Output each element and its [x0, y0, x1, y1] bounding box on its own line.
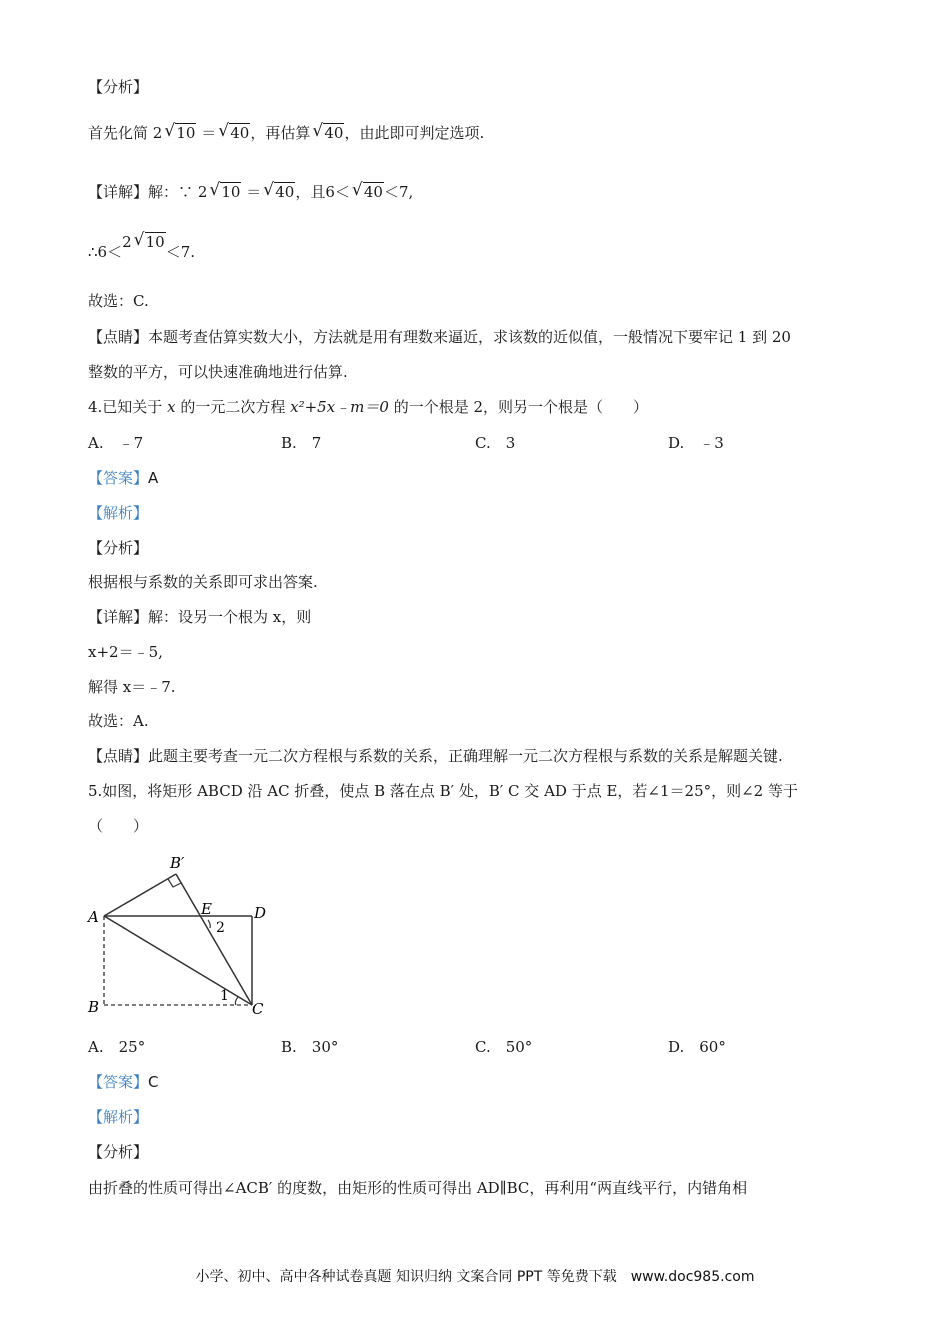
option-b-q5[interactable]: B. 30°	[281, 1038, 339, 1056]
segment-ac	[104, 916, 252, 1005]
question-5-options	[88, 1036, 888, 1058]
sqrt-40-c: √ 40	[263, 180, 295, 201]
question-5-stem: 5.如图，将矩形 ABCD 沿 AC 折叠，使点 B 落在点 B′ 处，B′ C 交 AD 于点 E，若∠1＝25°，则∠2 等于	[88, 782, 798, 800]
sqrt-40: √ 40	[218, 121, 250, 142]
analysis-heading-q4: 【分析】	[88, 539, 149, 557]
label-b-prime: B′	[170, 854, 185, 872]
comment-line: 【点睛】本题考查估算实数大小，方法就是用有理数来逼近，求该数的近似值，一般情况下要牢记 1 到 20	[88, 328, 791, 346]
label-b: B	[88, 998, 100, 1016]
question-5-paren: （ ）	[88, 817, 149, 835]
angle-1-arc	[235, 997, 238, 1005]
sqrt-10-c: √ 10	[133, 230, 165, 251]
option-d[interactable]: D. ﹣3	[668, 434, 724, 452]
step-2: 解得 x＝﹣7.	[88, 678, 176, 696]
option-c-q5[interactable]: C. 50°	[475, 1038, 533, 1056]
option-a[interactable]: A. ﹣7	[88, 434, 144, 452]
option-c[interactable]: C. 3	[475, 434, 516, 452]
segment-ab-prime	[104, 874, 176, 916]
sqrt-40-d: √ 40	[351, 180, 383, 201]
analysis-text-q5: 由折叠的性质可得出∠ACB′ 的度数，由矩形的性质可得出 AD∥BC，再利用“两直线平行，内错角相	[88, 1179, 748, 1197]
option-b[interactable]: B. 7	[281, 434, 322, 452]
answer-line-q5: 【答案】C	[88, 1073, 159, 1091]
label-angle-1: 1	[220, 988, 229, 1004]
angle-2-arc	[208, 920, 210, 928]
sqrt-10-b: √ 10	[209, 180, 241, 201]
step-1: x+2＝﹣5,	[88, 643, 163, 661]
label-e: E	[201, 900, 212, 918]
comment-line-q4: 【点睛】此题主要考查一元二次方程根与系数的关系，正确理解一元二次方程根与系数的关系是解题关键.	[88, 747, 783, 765]
segment-b-prime-c	[176, 874, 252, 1005]
analysis-heading-q5: 【分析】	[88, 1143, 149, 1161]
geometry-figure	[84, 850, 284, 1020]
choose-line: 故选：C.	[88, 292, 149, 310]
page-footer[interactable]: 小学、初中、高中各种试卷真题 知识归纳 文案合同 PPT 等免费下载 www.doc985.com	[195, 1269, 755, 1285]
question-4-options	[88, 432, 888, 454]
jiexi-label-q5: 【解析】	[88, 1108, 149, 1126]
answer-line: 【答案】A	[88, 469, 159, 487]
label-angle-2: 2	[216, 920, 225, 936]
analysis-text: 首先化简 2 √ 10 ＝ √ 40，再估算 √ 40，由此即可判定选项.	[88, 121, 485, 142]
sqrt-10: √ 10	[164, 121, 196, 142]
therefore-line: ∴6＜2 √ 10＜7.	[88, 230, 196, 261]
question-4-stem: 4.已知关于 x 的一元二次方程 x²+5x﹣m＝0 的一个根是 2，则另一个根是（ ）	[88, 398, 649, 416]
jiexi-label: 【解析】	[88, 504, 149, 522]
option-d-q5[interactable]: D. 60°	[668, 1038, 726, 1056]
analysis-text-q4: 根据根与系数的关系即可求出答案.	[88, 573, 318, 591]
sqrt-40-b: √ 40	[312, 121, 344, 142]
option-a-q5[interactable]: A. 25°	[88, 1038, 146, 1056]
analysis-heading: 【分析】	[88, 78, 149, 96]
detail-line: 【详解】解：∵ 2 √ 10 ＝ √ 40，且6＜ √ 40＜7,	[88, 180, 414, 201]
detail-text-q4: 【详解】解：设另一个根为 x，则	[88, 608, 312, 626]
comment-line-2: 整数的平方，可以快速准确地进行估算.	[88, 363, 348, 381]
choose-line-q4: 故选：A.	[88, 712, 149, 730]
label-a: A	[88, 908, 99, 926]
label-d: D	[254, 904, 267, 922]
label-c: C	[252, 1000, 264, 1018]
